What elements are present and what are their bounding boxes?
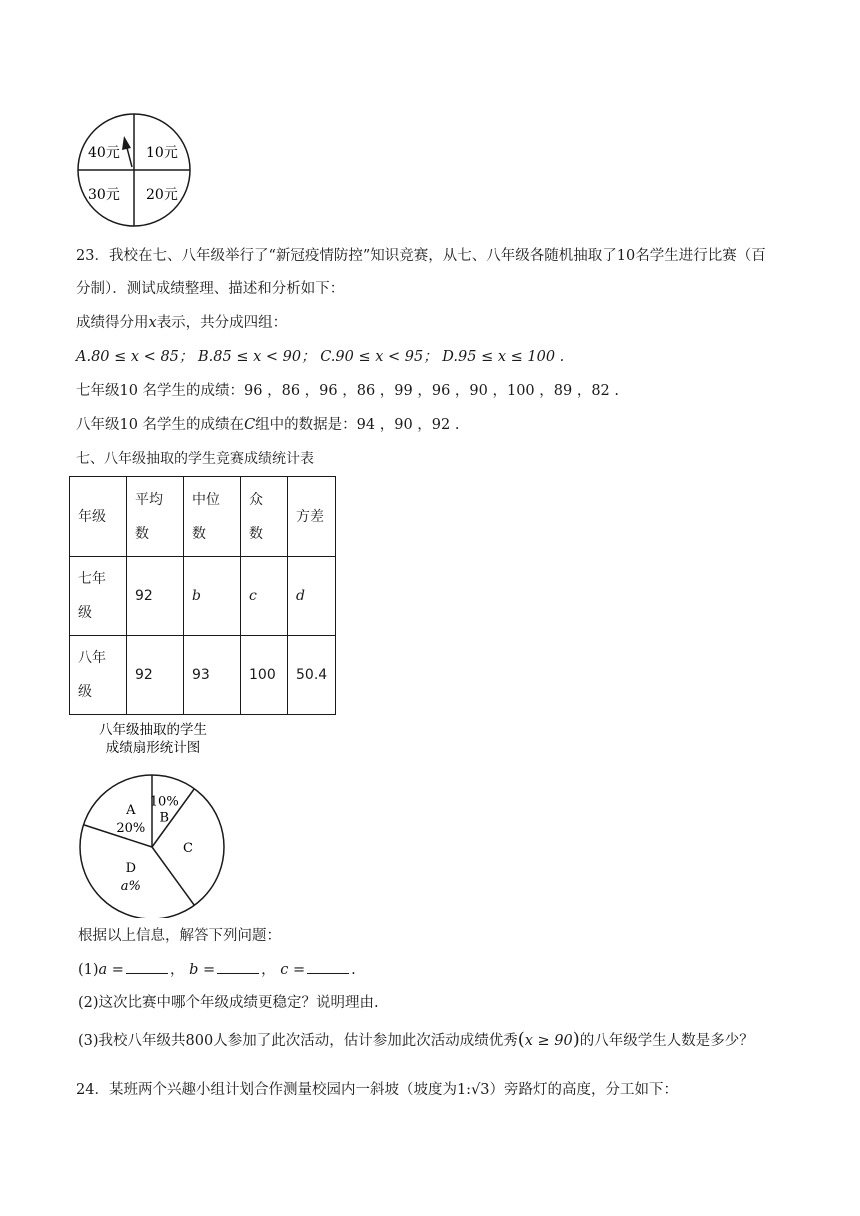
stats-table-title: 七、八年级抽取的学生竞赛成绩统计表 [76,451,314,467]
question-3: (3)我校八年级共800人参加了此次活动，估计参加此次活动成绩优秀(x ≥ 90)的八年级学生人数是多少？ [78,1029,754,1050]
grade7-variance: d [288,557,336,636]
q23-line2: 分制）．测试成绩整理、描述和分析如下： [76,281,345,297]
grade7-mean: 92 [127,557,184,636]
pie-slice-percent-d: a% [120,879,141,895]
grade8-mean: 92 [127,636,184,715]
pie-slice-label-b: B [159,810,170,826]
stats-table [69,476,336,715]
grade8-mode: 100 [241,636,288,715]
header-median: 中位 数 [184,477,241,557]
spinner-pointer-arrow-icon [122,136,131,150]
row-grade8-label: 八年 级 [70,636,127,715]
pie-slice-label-c: C [183,841,193,856]
table-row [70,557,336,636]
q23-grade7-scores: 七年级10 名学生的成绩：96 ，86 ，96 ，86 ，99 ，96 ，90 ，100 ，89 ，82 . [76,383,619,399]
question-1: (1)a = ， b = ， c = . [78,959,356,980]
grade8-pie-chart [74,718,244,918]
pie-slice-percent-b: 10% [149,794,179,810]
prize-spinner-figure [76,112,210,230]
pie-slice-label-a: A [126,802,136,818]
spinner-label-10: 10元 [146,145,178,161]
header-grade: 年级 [70,477,127,557]
pie-title-line2: 成绩扇形统计图 [105,740,201,756]
pie-title-line1: 八年级抽取的学生 [99,722,207,738]
header-mean: 平均 数 [127,477,184,557]
q23-grade8-group-c: 八年级10 名学生的成绩在C组中的数据是：94 ，90 ，92 . [76,417,460,433]
row-grade7-label: 七年 级 [70,557,127,636]
answer-blank-c[interactable] [307,959,349,974]
table-row [70,636,336,715]
spinner-label-40: 40元 [88,145,120,161]
spinner-label-30: 30元 [88,187,120,203]
grade8-variance: 50.4 [288,636,336,715]
pie-slices [80,775,224,918]
q23-score-def: 成绩得分用x表示，共分成四组： [76,315,288,331]
answer-blank-a[interactable] [126,959,168,974]
spinner-label-20: 20元 [146,187,178,203]
grade7-median: b [184,557,241,636]
q24-intro: 24．某班两个兴趣小组计划合作测量校园内一斜坡（坡度为1:√3）旁路灯的高度，分工如下： [76,1082,679,1098]
table-header-row [70,477,336,557]
q23-score-groups: A.80 ≤ x < 85； B.85 ≤ x < 90； C.90 ≤ x < 95； D.95 ≤ x ≤ 100 . [76,349,565,365]
answer-blank-b[interactable] [217,959,259,974]
pie-slice-percent-a: 20% [116,820,146,836]
q23-line1: 23．我校在七、八年级举行了“新冠疫情防控”知识竞赛，从七、八年级各随机抽取了10名学生进行比赛（百 [76,248,766,264]
question-2: (2)这次比赛中哪个年级成绩更稳定？说明理由. [78,995,379,1011]
grade7-mode: c [241,557,288,636]
questions-intro: 根据以上信息，解答下列问题： [78,928,281,944]
grade8-median: 93 [184,636,241,715]
pie-slice-label-d: D [125,861,137,877]
header-variance: 方差 [288,477,336,557]
header-mode: 众 数 [241,477,288,557]
